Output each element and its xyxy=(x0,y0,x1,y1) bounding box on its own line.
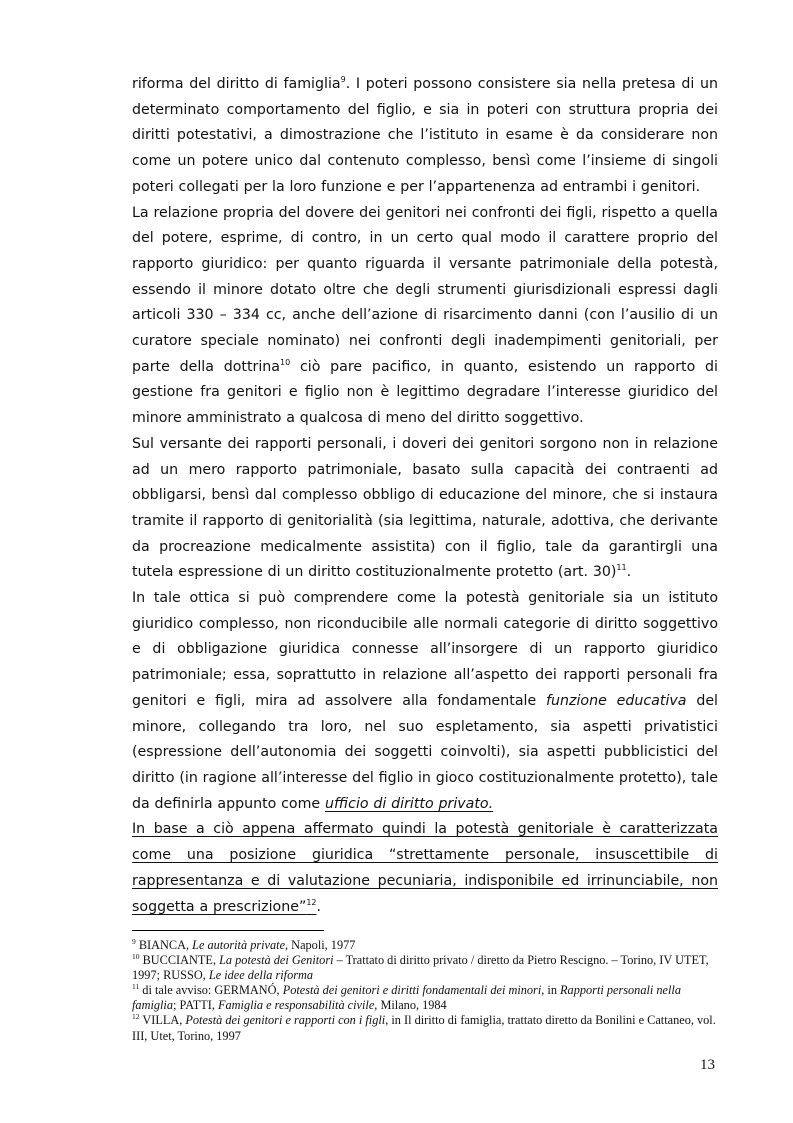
footnote-title: Potestà dei genitori e diritti fondamentali dei minori xyxy=(282,983,542,998)
emphasis-text: funzione educativa xyxy=(546,692,687,709)
footnote-title: Le autorità private, xyxy=(192,938,289,952)
footnote-text: , Milano, 1984 xyxy=(374,998,447,1013)
footnote-text: BIANCA, xyxy=(135,938,193,952)
footnote-text: ; PATTI, xyxy=(173,998,218,1013)
footnote-text: Napoli, 1977 xyxy=(288,938,356,952)
footnotes xyxy=(132,938,718,1044)
footnote-text: , in Il diritto di famiglia, trattato diretto da Bonilini e Cattaneo, vol. III, Utet, Torino, 1997 xyxy=(132,1013,716,1043)
paragraph-text: . xyxy=(626,564,632,581)
paragraph-text: Sul versante dei rapporti personali, i doveri dei genitori sorgono non in relazione ad un mero rapporto patrimoniale, basato sulla capacità dei contraenti ad obbligarsi, bensì dal complesso obbligo di educazione del minore, che si instaura tramite il rapporto di genitorialità (sia legittima, naturale, adottiva, che derivante da procreazione medicalmente assistita) con il figlio, tale da garantirgli una tutela espressione di un diritto costituzionalmente protetto (art. 30) xyxy=(132,435,718,581)
footnote-title: La potestà dei Genitori xyxy=(219,953,334,968)
paragraph-text: In base a ciò appena affermato quindi la potestà genitoriale è caratterizzata come una posizione giuridica “strettamente personale, insuscettibile di rappresentanza e di valutazione pecuniaria, indisponibile ed irrinunciabile, non soggetta a prescrizione” xyxy=(132,821,718,915)
footnote xyxy=(132,938,718,953)
paragraph-text: ciò pare pacifico, in quanto, esistendo un rapporto di gestione fra genitori e figlio non è legittimo degradare l’interesse giuridico del minore amministrato a qualcosa di meno del diritto soggettivo. xyxy=(132,358,719,427)
footnote-title: Rapporti personali nella famiglia xyxy=(132,983,681,1013)
footnote-number: 11 xyxy=(132,982,140,992)
paragraph-text: In tale ottica si può comprendere come la potestà genitoriale sia un istituto giuridico complesso, non riconducibile alle normali categorie di diritto soggettivo e di obbligazione giuridica connesse all’insorgere di un rapporto giuridico patrimoniale; essa, soprattutto in relazione all’aspetto dei rapporti personali fra genitori e figli, mira ad assolvere alla fondamentale xyxy=(132,590,718,709)
footnote-title: Famiglia e responsabilità civile xyxy=(217,998,375,1013)
paragraph xyxy=(132,72,718,201)
footnote xyxy=(132,983,718,1013)
footnote-text: BUCCIANTE, xyxy=(139,953,220,968)
footnote-number: 12 xyxy=(132,1012,140,1022)
paragraph-text: riforma del diritto di famiglia xyxy=(132,76,341,92)
paragraph-text: del minore, collegando tra loro, nel suo espletamento, sia aspetti privatistici (espressione dell’autonomia dei soggetti coinvolti), sia aspetti pubblicistici del diritto (in ragione all’interesse del figlio in gioco costituzionalmente protetto), tale da definirla appunto come xyxy=(132,692,719,812)
body-text xyxy=(132,72,718,920)
paragraph-text: La relazione propria del dovere dei genitori nei confronti dei figli, rispetto a quella del potere, esprime, di contro, in un certo qual modo il carattere proprio del rapporto giuridico: per quanto riguarda il versante patrimoniale della potestà, essendo il minore dotato oltre che degli strumenti giurisdizionali espressi dagli articoli 330 – 334 cc, anche dell’azione di risarcimento danni (con l’ausilio di un curatore speciale nominato) nei confronti degli inadempimenti genitoriali, per parte della dottrina xyxy=(132,204,718,375)
paragraph-underlined xyxy=(132,817,718,920)
footnote-number: 10 xyxy=(132,952,140,962)
paragraph-text: . I poteri possono consistere sia nella pretesa di un determinato comportamento del figlio, e sia in poteri con struttura propria dei diritti potestativi, a dimostrazione che l’istituto in esame è da considerare non come un potere unico dal contenuto complesso, bensì come l’insieme di singoli poteri collegati per la loro funzione e per l’appartenenza ad entrambi i genitori. xyxy=(132,76,718,195)
page-number: 13 xyxy=(700,1057,715,1073)
paragraph-text: . xyxy=(316,898,322,915)
footnote xyxy=(132,1013,718,1043)
paragraph xyxy=(132,586,718,817)
emphasis-underlined-text: ufficio di diritto privato. xyxy=(324,795,494,812)
footnote-text: , in xyxy=(541,983,561,998)
footnote-text: VILLA, xyxy=(139,1013,186,1028)
footnote-text: di tale avviso: GERMANÓ, xyxy=(139,983,283,998)
paragraph xyxy=(132,432,718,586)
footnote xyxy=(132,953,718,983)
footnote-text: – Trattato di diritto privato / diretto da Pietro Rescigno. – Torino, IV UTET, 1997; RUSSO, xyxy=(132,953,709,983)
footnote-title: Potestà dei genitori e rapporti con i figli xyxy=(185,1013,386,1028)
footnote-reference: 11 xyxy=(616,563,627,573)
footnote-number: 9 xyxy=(132,937,136,946)
paragraph xyxy=(132,201,718,432)
footnote-reference: 10 xyxy=(279,357,291,367)
footnote-separator xyxy=(132,930,324,931)
footnote-title: Le idee della riforma xyxy=(208,968,314,983)
footnote-reference: 9 xyxy=(340,75,346,84)
footnote-reference: 12 xyxy=(306,897,317,907)
